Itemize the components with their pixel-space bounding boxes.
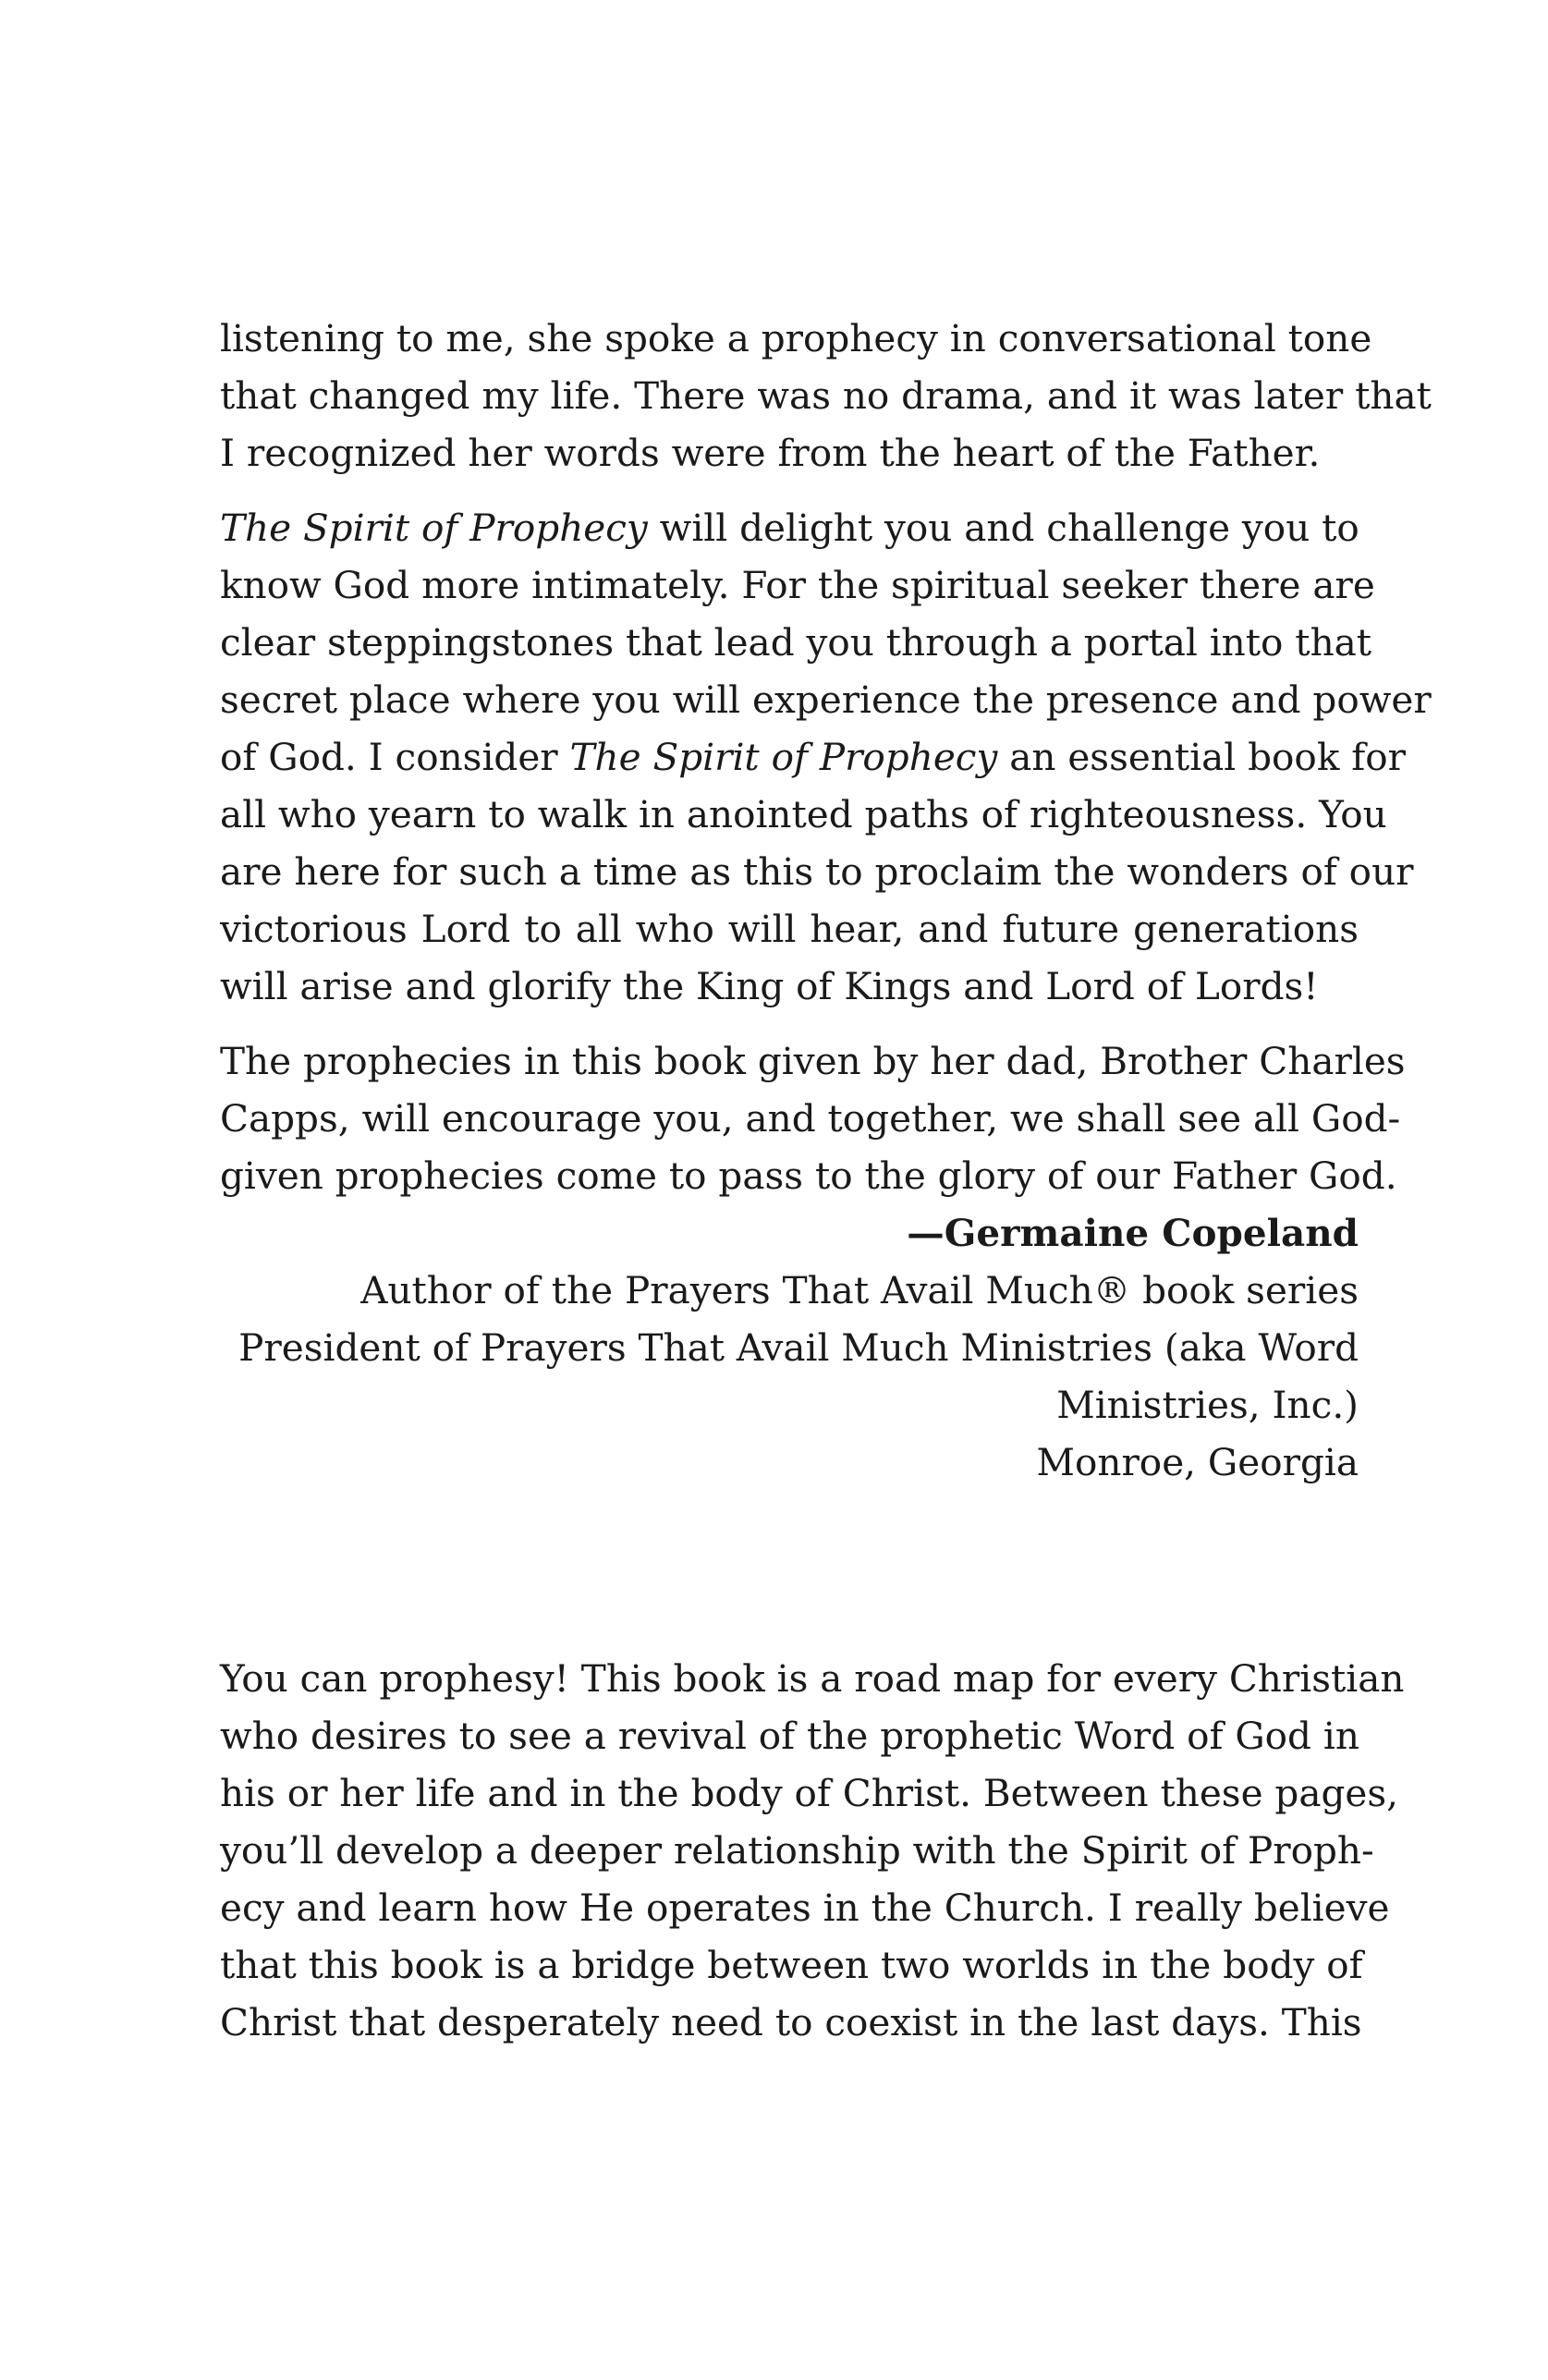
- text-line: know God more intimately. For the spiritual seeker there are: [220, 563, 1375, 607]
- attribution-line: Author of the Prayers That Avail Much® book series: [360, 1268, 1359, 1312]
- text-run: an essential book for: [997, 735, 1406, 779]
- text-line: You can prophesy! This book is a road map for every Christian: [220, 1656, 1405, 1701]
- text-line: listening to me, she spoke a prophecy in conversational tone: [220, 316, 1372, 360]
- text-line: that changed my life. There was no drama, and it was later that: [220, 373, 1432, 418]
- text-line: ecy and learn how He operates in the Church. I really believe: [220, 1886, 1390, 1930]
- text-run: of God. I consider: [220, 735, 570, 779]
- text-line: are here for such a time as this to proclaim the wonders of our: [220, 849, 1414, 894]
- text-line: I recognized her words were from the heart of the Father.: [220, 431, 1321, 475]
- book-title: The Spirit of Prophecy: [569, 735, 998, 779]
- text-line: you’ll develop a deeper relationship with the Spirit of Proph-: [220, 1828, 1374, 1873]
- text-line: given prophecies come to pass to the glory of our Father God.: [220, 1153, 1397, 1198]
- attribution-line: Monroe, Georgia: [1036, 1440, 1359, 1484]
- text-line: [220, 728, 1406, 786]
- paragraph-opening: [220, 310, 1432, 482]
- text-line: all who yearn to walk in anointed paths of righteousness. You: [220, 792, 1387, 836]
- text-line: clear steppingstones that lead you through a portal into that: [220, 620, 1372, 665]
- text-line: [220, 499, 1359, 556]
- text-line: his or her life and in the body of Christ. Between these pages,: [220, 1771, 1399, 1815]
- text-line: victorious Lord to all who will hear, and future generations: [220, 907, 1359, 951]
- text-line: who desires to see a revival of the prophetic Word of God in: [220, 1714, 1359, 1758]
- text-line: that this book is a bridge between two worlds in the body of: [220, 1943, 1363, 1987]
- attribution-line: President of Prayers That Avail Much Ministries (aka Word: [238, 1325, 1359, 1370]
- page-body: [220, 310, 1432, 2051]
- text-line: Capps, will encourage you, and together, we shall see all God-: [220, 1096, 1401, 1141]
- attribution: [220, 1204, 1359, 1491]
- attribution-name: —Germaine Copeland: [907, 1211, 1359, 1255]
- attribution-line: Ministries, Inc.): [1056, 1383, 1359, 1427]
- paragraph-you-can-prophesy: [220, 1650, 1405, 2051]
- text-line: secret place where you will experience the presence and power: [220, 677, 1432, 722]
- text-line: will arise and glorify the King of Kings and Lord of Lords!: [220, 964, 1319, 1008]
- text-line: Christ that desperately need to coexist in the last days. This: [220, 2000, 1362, 2044]
- paragraph-prophecies: [220, 1032, 1406, 1204]
- text-line: The prophecies in this book given by her dad, Brother Charles: [220, 1039, 1406, 1083]
- paragraph-book-endorsement: [220, 499, 1432, 1015]
- text-run: will delight you and challenge you to: [647, 506, 1359, 550]
- book-title: The Spirit of Prophecy: [220, 506, 648, 550]
